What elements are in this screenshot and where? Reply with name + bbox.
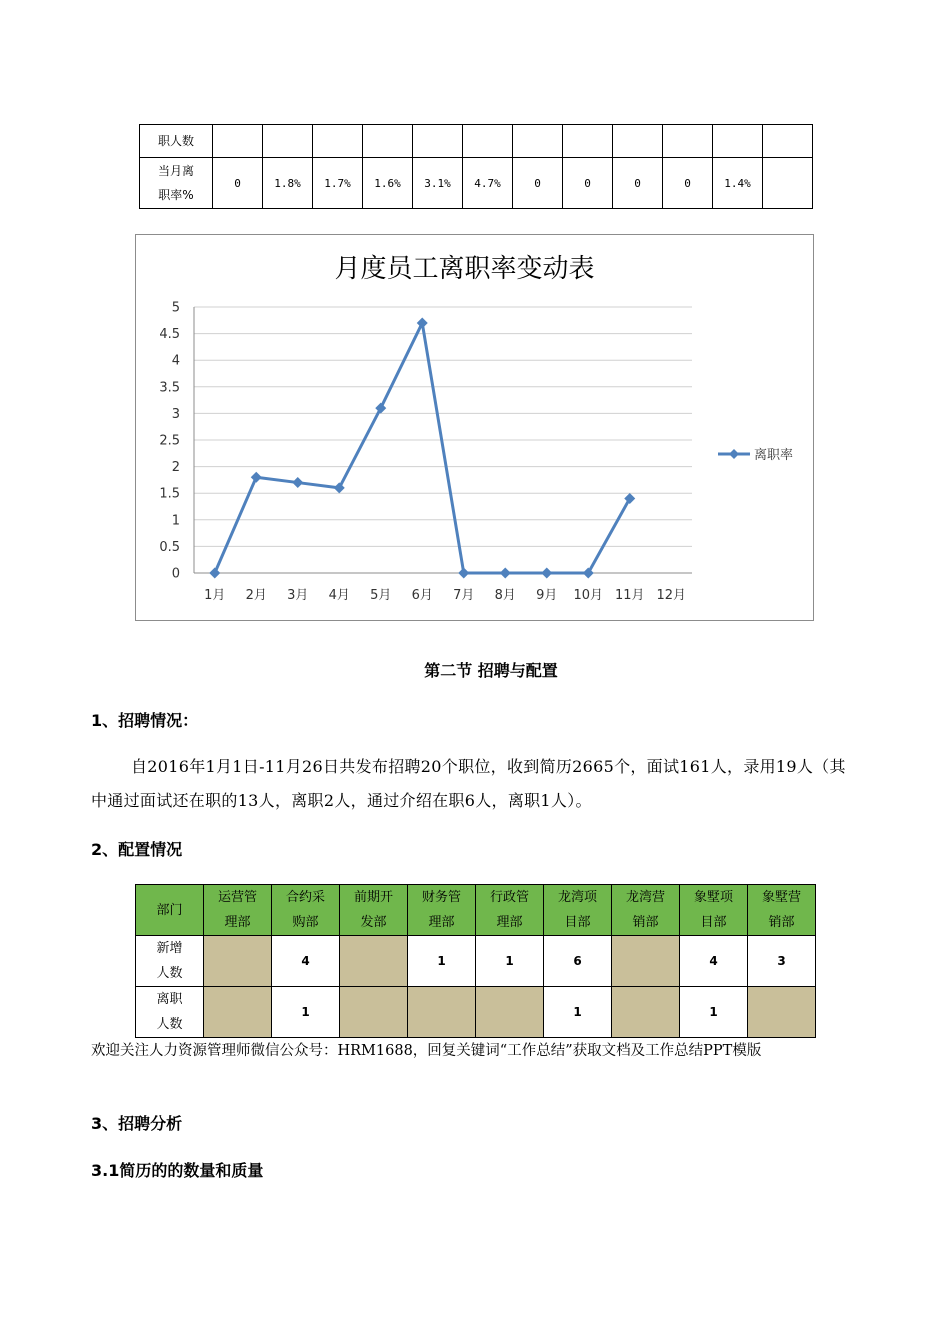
line-chart [136,235,813,620]
table-cell: 4.7% [463,158,513,209]
table-cell: 1.6% [363,158,413,209]
table-cell: 0 [613,158,663,209]
data-point-marker [500,568,511,579]
heading-recruitment: 1、招聘情况： [91,711,199,730]
table-cell [413,125,463,158]
column-header-line: 销部 [632,915,659,930]
column-header-line: 理部 [224,915,251,930]
x-tick-label: 9月 [536,588,558,603]
x-tick-label: 3月 [287,588,309,603]
table-cell: 3.1% [413,158,463,209]
row-label: 职人数 [140,125,213,158]
table-cell: 1 [272,987,340,1038]
column-header-line: 理部 [428,915,455,930]
y-tick-label: 2 [171,460,180,476]
legend-label: 离职率 [754,448,794,463]
table-cell [340,936,408,987]
x-axis-ticks [204,588,686,603]
y-tick-label: 1 [171,513,180,529]
x-tick-label: 1月 [204,588,226,603]
row-label [140,158,213,209]
row-label-line: 职率% [158,188,194,202]
data-point-marker [292,477,303,488]
column-header-line: 购部 [292,915,319,930]
column-header [340,885,408,936]
turnover-rate-table [139,124,813,209]
data-point-marker [334,482,345,493]
column-header-line: 象墅项 [693,890,733,905]
column-header-line: 目部 [700,915,727,930]
data-point-marker [209,568,220,579]
data-point-marker [541,568,552,579]
column-header [136,885,204,936]
table-cell: 0 [213,158,263,209]
heading-resume-quality: 3.1简历的的数量和质量 [91,1161,264,1180]
column-header-line: 目部 [564,915,591,930]
table-cell: 1 [408,936,476,987]
heading-recruitment-analysis: 3、招聘分析 [91,1114,183,1133]
data-point-marker [417,317,428,328]
table-cell [476,987,544,1038]
table-header-row [136,885,816,936]
column-header-line: 前期开 [353,890,393,905]
column-header-line: 行政管 [489,890,529,905]
column-header-line: 象墅营 [761,890,801,905]
series-line [209,317,635,578]
y-tick-label: 3 [171,406,180,422]
column-header-line: 合约采 [285,890,325,905]
table-cell [513,125,563,158]
table-cell [408,987,476,1038]
table-cell [663,125,713,158]
y-tick-label: 3.5 [159,380,180,396]
table-cell [563,125,613,158]
column-header-line: 销部 [768,915,795,930]
data-point-marker [251,472,262,483]
column-header [748,885,816,936]
turnover-chart [135,234,814,621]
table-cell: 1.7% [313,158,363,209]
column-header-line: 财务管 [421,890,461,905]
legend-marker [729,449,739,459]
y-tick-label: 2.5 [159,433,180,449]
table-cell [204,936,272,987]
x-tick-label: 4月 [328,588,350,603]
table-cell [313,125,363,158]
x-tick-label: 7月 [453,588,475,603]
table-cell [204,987,272,1038]
column-header [408,885,476,936]
table-row [136,987,816,1038]
table-cell [612,936,680,987]
table-cell: 4 [272,936,340,987]
x-tick-label: 12月 [656,588,687,603]
column-header-line: 龙湾营 [625,890,665,905]
table-cell: 4 [680,936,748,987]
table-cell: 1.4% [713,158,763,209]
table-cell [763,125,813,158]
chart-title: 月度员工离职率变动表 [334,254,595,284]
table-cell: 1 [544,987,612,1038]
column-header-line: 龙湾项 [557,890,597,905]
table-cell: 0 [563,158,613,209]
row-label-line: 人数 [156,1017,183,1032]
column-header [272,885,340,936]
row-label [136,987,204,1038]
table-cell: 3 [748,936,816,987]
x-tick-label: 2月 [245,588,267,603]
legend [718,448,793,463]
table-cell [263,125,313,158]
table-cell [713,125,763,158]
column-header [476,885,544,936]
table-cell: 6 [544,936,612,987]
column-header [612,885,680,936]
table-cell: 1 [476,936,544,987]
x-tick-label: 10月 [573,588,604,603]
y-axis-ticks [159,301,180,582]
column-header [544,885,612,936]
recruitment-paragraph: 自2016年1月1日-11月26日共发布招聘20个职位，收到简历2665个，面试161人，录用19人（其中通过面试还在职的13人，离职2人，通过介绍在职6人，离职1人）。 [91,757,846,810]
table-row [140,125,813,158]
table-cell [463,125,513,158]
y-tick-label: 0 [171,566,180,582]
x-tick-label: 11月 [614,588,645,603]
y-tick-label: 1.5 [159,486,180,502]
y-tick-label: 4 [171,353,180,369]
row-label-line: 当月离 [157,164,194,178]
table-cell [363,125,413,158]
configuration-table [135,884,816,1038]
column-header [204,885,272,936]
row-label [136,936,204,987]
column-header [680,885,748,936]
column-header-line: 部门 [156,902,183,918]
x-tick-label: 6月 [411,588,433,603]
y-tick-label: 0.5 [159,539,180,555]
table-row [140,158,813,209]
table-row [136,936,816,987]
y-tick-label: 5 [171,300,180,316]
column-header-line: 理部 [496,915,523,930]
data-point-marker [375,403,386,414]
table-cell [340,987,408,1038]
heading-configuration: 2、配置情况 [91,840,183,859]
x-tick-label: 8月 [494,588,516,603]
row-label-line: 人数 [156,966,183,981]
row-label-line: 新增 [156,941,183,956]
table-cell [613,125,663,158]
footnote: 欢迎关注人力资源管理师微信公众号：HRM1688，回复关键词“工作总结”获取文档及工作总结PPT模版 [91,1043,762,1059]
column-header-line: 发部 [360,915,387,930]
table-cell: 1 [680,987,748,1038]
table-cell [213,125,263,158]
row-label-line: 离职 [156,992,183,1007]
table-cell: 1.8% [263,158,313,209]
table-cell: 0 [513,158,563,209]
table-cell [763,158,813,209]
data-point-marker [458,568,469,579]
y-tick-label: 4.5 [159,327,180,343]
table-cell [612,987,680,1038]
column-header-line: 运营管 [217,890,257,905]
section-title: 第二节 招聘与配置 [424,661,558,680]
x-tick-label: 5月 [370,588,392,603]
table-cell: 0 [663,158,713,209]
table-cell [748,987,816,1038]
